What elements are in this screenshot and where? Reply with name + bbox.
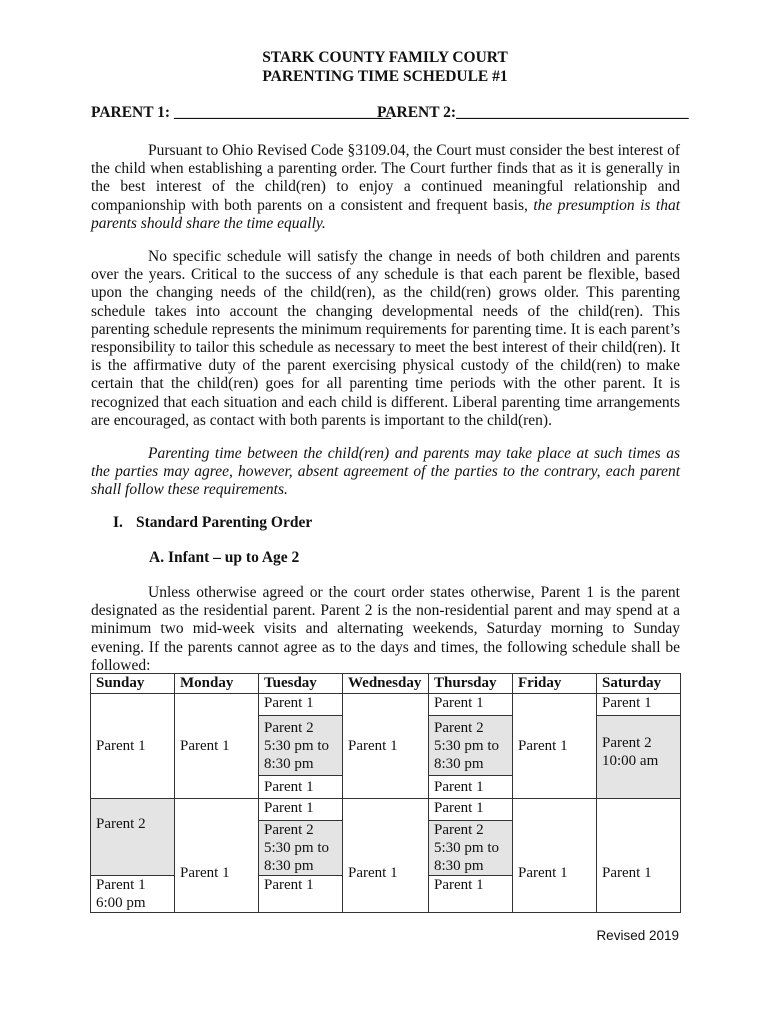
table-cell: Parent 1	[259, 776, 343, 799]
section-title: Standard Parenting Order	[136, 514, 313, 531]
paragraph-schedule-flexibility	[91, 248, 680, 430]
paragraph-ohio-code-text: Pursuant to Ohio Revised Code §3109.04, the Court must consider the best interest of the child when establishing a parenting order. The Court further finds that as it is generally in the best interest of the child(ren) to enjoy a continued meaningful relationship and companionship with both parents on a consistent and frequent basis,	[91, 142, 680, 214]
table-cell: Parent 2 5:30 pm to 8:30 pm	[429, 716, 513, 776]
parenting-schedule-table	[90, 673, 681, 913]
table-cell: Parent 1	[259, 876, 343, 913]
table-cell: Parent 1	[343, 799, 429, 913]
paragraph-schedule-flexibility-text: No specific schedule will satisfy the change in needs of both children and parents over the years. Critical to the success of any schedule is that each parent be flexible, based upon the changing needs of the child(ren), as the child(ren) grows older. This parenting schedule takes into account the changing developmental needs of the child(ren). This parenting schedule represents the minimum requirements for parenting time. It is each parent’s responsibility to tailor this schedule as necessary to meet the best interest of their child(ren). It is the affirmative duty of the parent exercising physical custody of the child(ren) to make certain that the child(ren) goes for all parenting time periods with the other parent. It is recognized that each situation and each child is different. Liberal parenting time arrangements are encouraged, as contact with both parents is important to the child(ren).	[91, 248, 680, 429]
paragraph-parenting-agreement	[91, 445, 680, 500]
table-cell: Parent 1	[175, 799, 259, 913]
table-cell: Parent 1	[597, 799, 681, 913]
table-cell: Parent 2 5:30 pm to 8:30 pm	[259, 716, 343, 776]
day-header: Thursday	[429, 674, 513, 694]
parent2-label: PARENT 2:______________________________	[377, 104, 689, 121]
paragraph-parenting-agreement-text: Parenting time between the child(ren) and parents may take place at such times as the parties may agree, however, absent agreement of the parties to the contrary, each parent shall follow these requirements.	[91, 445, 680, 499]
day-header: Monday	[175, 674, 259, 694]
day-header: Saturday	[597, 674, 681, 694]
day-header: Sunday	[91, 674, 175, 694]
day-header: Wednesday	[343, 674, 429, 694]
paragraph-infant-schedule	[91, 584, 680, 675]
table-cell: Parent 1	[597, 694, 681, 716]
table-cell: Parent 2 5:30 pm to 8:30 pm	[259, 821, 343, 876]
table-row	[91, 694, 681, 716]
table-header-row	[91, 674, 681, 694]
subsection-heading: A. Infant – up to Age 2	[149, 549, 300, 566]
day-header: Tuesday	[259, 674, 343, 694]
table-cell: Parent 1 6:00 pm	[91, 876, 175, 913]
day-header: Friday	[513, 674, 597, 694]
schedule-title: PARENTING TIME SCHEDULE #1	[262, 68, 508, 85]
table-cell: Parent 1	[429, 694, 513, 716]
table-cell: Parent 1	[175, 694, 259, 799]
table-cell: Parent 1	[259, 694, 343, 716]
table-cell: Parent 1	[429, 799, 513, 821]
parent1-label: PARENT 1: ____________________________	[91, 104, 391, 121]
paragraph-ohio-code-italic: the presumption is that parents should share the time equally.	[91, 196, 681, 232]
revision-note: Revised 2019	[596, 928, 679, 943]
table-cell: Parent 1	[343, 694, 429, 799]
table-cell: Parent 2 5:30 pm to 8:30 pm	[429, 821, 513, 876]
table-cell: Parent 1	[429, 876, 513, 913]
table-cell: Parent 2	[91, 799, 175, 876]
table-cell: Parent 1	[513, 694, 597, 799]
section-number: I.	[113, 514, 123, 531]
table-cell: Parent 1	[91, 694, 175, 799]
court-title: STARK COUNTY FAMILY COURT	[262, 49, 508, 66]
table-cell: Parent 1	[259, 799, 343, 821]
table-cell: Parent 2 10:00 am	[597, 716, 681, 799]
table-row	[91, 799, 681, 821]
table-cell: Parent 1	[429, 776, 513, 799]
table-cell: Parent 1	[513, 799, 597, 913]
paragraph-infant-schedule-text: Unless otherwise agreed or the court order states otherwise, Parent 1 is the parent designated as the residential parent. Parent 2 is the non-residential parent and may spend at a minimum two mid-week visits and alternating weekends, Saturday morning to Sunday evening. If the parents cannot agree as to the days and times, the following schedule shall be followed:	[91, 584, 680, 674]
section-heading	[113, 514, 312, 532]
paragraph-ohio-code	[91, 142, 680, 233]
parent-names-line	[91, 104, 689, 122]
